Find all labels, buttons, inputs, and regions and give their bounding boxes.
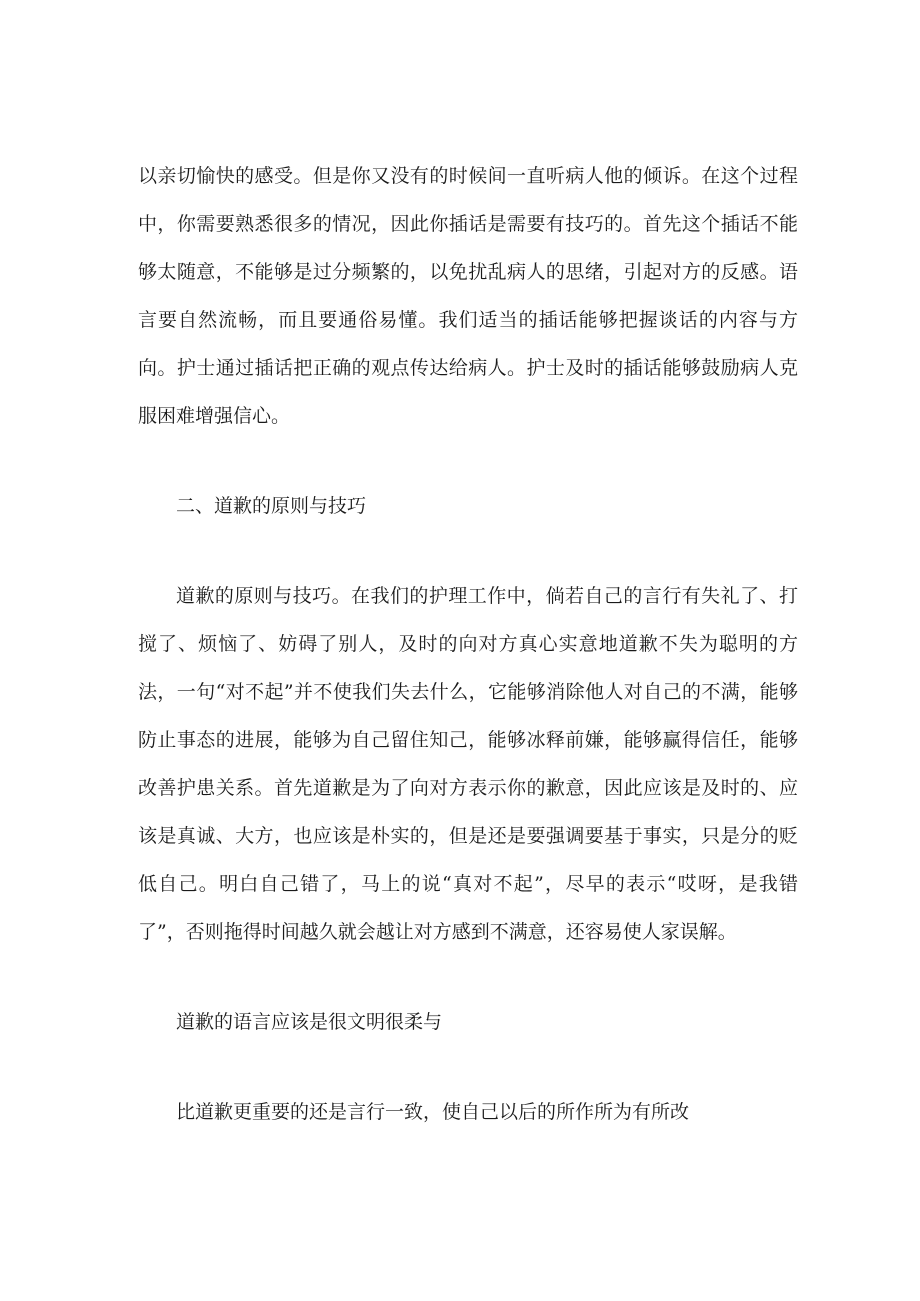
paragraph-interjection-skills: 以亲切愉快的感受。但是你又没有的时候间一直听病人他的倾诉。在这个过程中，你需要熟悉很多的情况，因此你插话是需要有技巧的。首先这个插话不能够太随意，不能够是过分频繁的，以免扰乱病人的思绪，引起对方的反感。语言要自然流畅，而且要通俗易懂。我们适当的插话能够把握谈话的内容与方向。护士通过插话把正确的观点传达给病人。护士及时的插话能够鼓励病人克服困难增强信心。: [138, 165, 798, 427]
paragraph-apology-language: 道歉的语言应该是很文明很柔与: [176, 1011, 443, 1033]
section-heading-apology: 二、道歉的原则与技巧: [176, 495, 367, 517]
document-body: [138, 152, 798, 1136]
paragraph-consistency: 比道歉更重要的还是言行一致，使自己以后的所作所为有所改: [176, 1101, 690, 1123]
paragraph-apology-principles: 道歉的原则与技巧。在我们的护理工作中，倘若自己的言行有失礼了、打搅了、烦恼了、妨碍了别人，及时的向对方真心实意地道歉不失为聪明的方法，一句“对不起”并不使我们失去什么，它能够消除他人对自己的不满，能够防止事态的进展，能够为自己留住知己，能够冰释前嫌，能够赢得信任，能够改善护患关系。首先道歉是为了向对方表示你的歉意，因此应该是及时的、应该是真诚、大方，也应该是朴实的，但是还是要强调要基于事实，只是分的贬低自己。明白自己错了，马上的说“真对不起”，尽早的表示“哎呀，是我错了”，否则拖得时间越久就会越让对方感到不满意，还容易使人家误解。: [138, 585, 798, 943]
